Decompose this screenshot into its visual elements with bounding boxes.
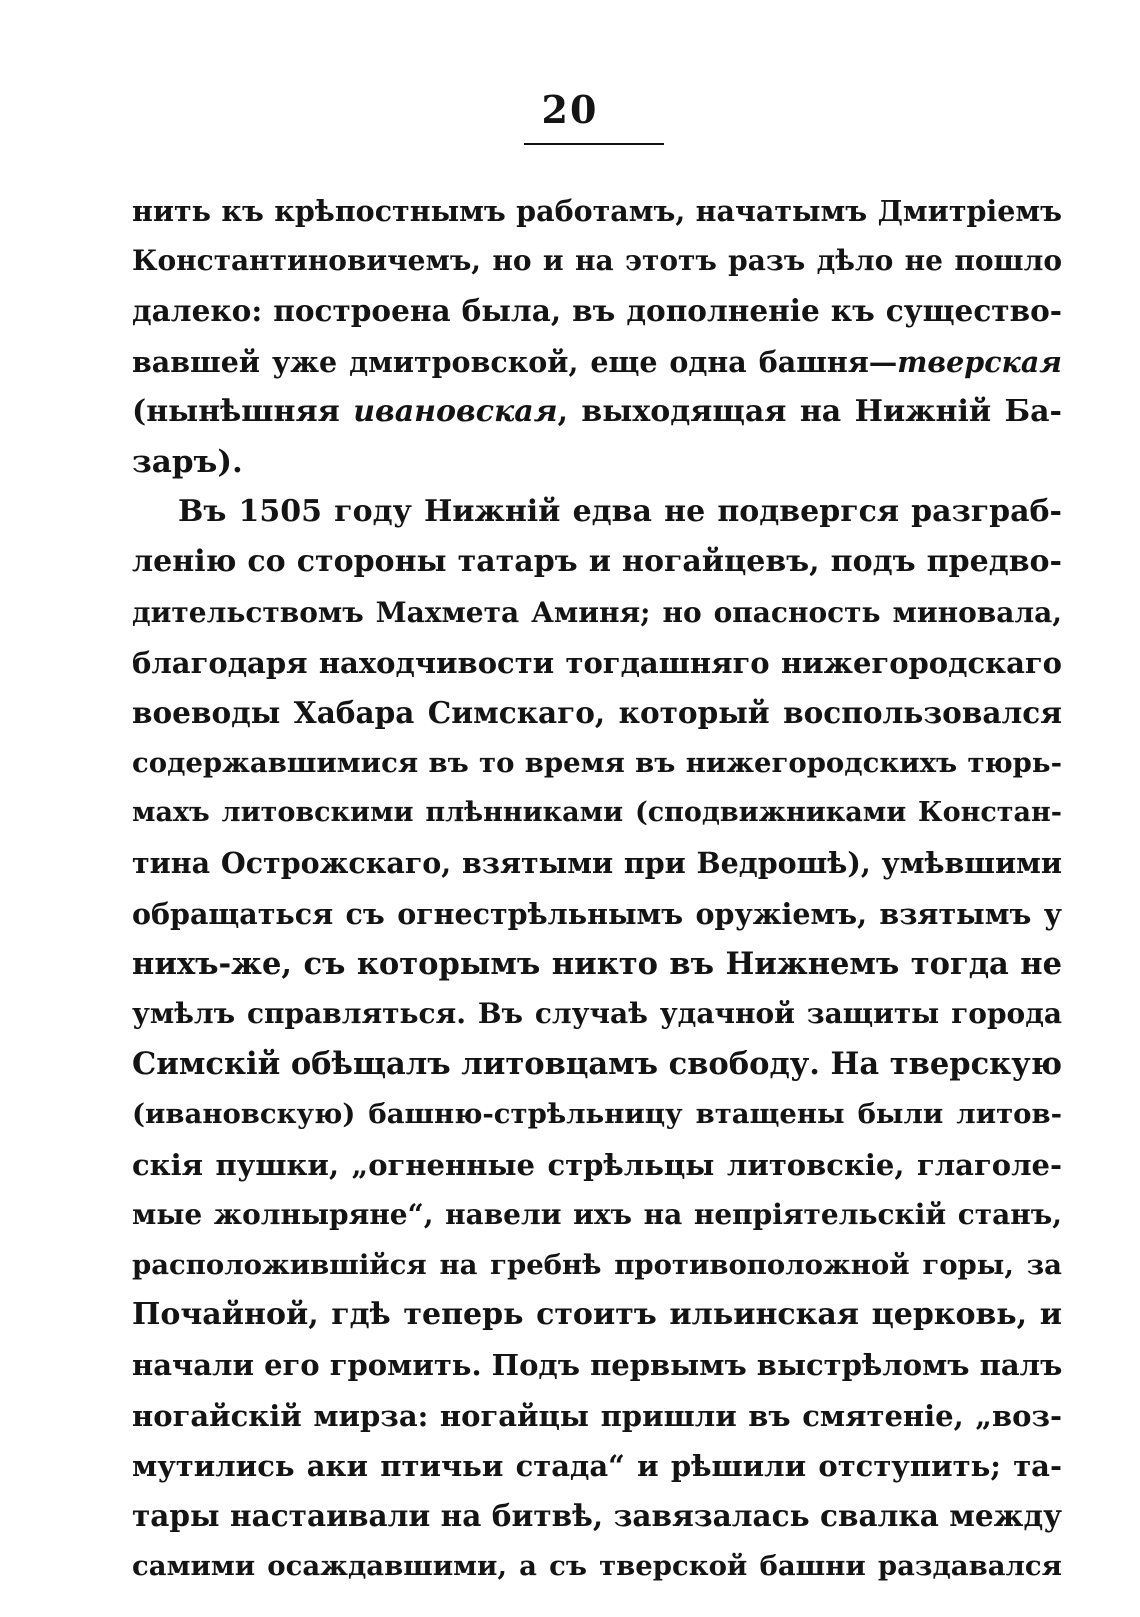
paragraph-2 bbox=[132, 487, 1062, 1591]
text-line: ногайскій мирза: ногайцы пришли въ смятеніе, „воз- bbox=[132, 1398, 1062, 1433]
text-line: Почайной, гдѣ теперь стоитъ ильинская церковь, и bbox=[132, 1297, 1062, 1333]
text-run: , выходящая на Нижній Ба- bbox=[557, 393, 1063, 429]
text-line: начали его громить. Подъ первымъ выстрѣломъ палъ bbox=[132, 1348, 1063, 1383]
text-run: (нынѣшняя bbox=[132, 393, 354, 429]
body-text bbox=[132, 186, 1062, 1591]
text-line: тина Острожскаго, взятыми при Ведрошѣ), умѣвшими bbox=[132, 846, 1062, 881]
text-line: мутились аки птичьи стада“ и рѣшили отступить; та- bbox=[132, 1448, 1062, 1483]
page-number: 20 bbox=[541, 87, 599, 132]
text-line: махъ литовскими плѣнниками (сподвижниками Констан- bbox=[132, 797, 1062, 829]
text-line: далеко: построена была, въ дополненіе къ существо- bbox=[132, 293, 1062, 329]
text-line: расположившійся на гребнѣ противоположной горы, за bbox=[132, 1248, 1062, 1281]
italic-term: ивановская bbox=[353, 393, 558, 429]
text-line bbox=[132, 387, 1062, 437]
text-line: благодаря находчивости тогдашняго нижегородскаго bbox=[132, 645, 1062, 680]
text-line: скія пушки, „огненные стрѣльцы литовскіе, глаголе- bbox=[132, 1147, 1062, 1182]
text-line bbox=[132, 337, 1062, 387]
text-line: обращаться съ огнестрѣльнымъ оружіемъ, взятымъ у bbox=[132, 896, 1062, 931]
text-line: самими осаждавшими, а съ тверской башни раздавался bbox=[132, 1550, 1062, 1583]
text-line: Константиновичемъ, но и на этотъ разъ дѣло не пошло bbox=[132, 244, 1062, 278]
text-line: дительствомъ Махмета Аминя; но опасность миновала, bbox=[132, 595, 1062, 629]
text-line: воеводы Хабара Симскаго, который воспользовался bbox=[132, 694, 1062, 730]
text-line: ленію со стороны татаръ и ногайцевъ, подъ предво- bbox=[132, 544, 1062, 580]
italic-term: тверская bbox=[897, 344, 1062, 379]
text-line: содержавшимися въ то время въ нижегородскихъ тюрь- bbox=[132, 747, 1062, 780]
text-line: нихъ-же, съ которымъ никто въ Нижнемъ тогда не bbox=[132, 945, 1062, 982]
text-line: Симскій обѣщалъ литовцамъ свободу. На тверскую bbox=[132, 1046, 1062, 1083]
text-line: тары настаивали на битвѣ, завязалась свалка между bbox=[132, 1497, 1062, 1533]
text-run: вавшей уже дмитровской, еще одна башня— bbox=[132, 344, 898, 379]
text-line: нить къ крѣпостнымъ работамъ, начатымъ Дмитріемъ bbox=[132, 194, 1062, 228]
text-line: мые жолныряне“, навели ихъ на непріятельскій станъ, bbox=[132, 1197, 1062, 1231]
text-line: умѣлъ справляться. Въ случаѣ удачной защиты города bbox=[132, 997, 1062, 1030]
paragraph-1 bbox=[132, 186, 1062, 487]
text-line: Въ 1505 году Нижній едва не подвергся разграб- bbox=[178, 494, 1062, 530]
text-line: (ивановскую) башню-стрѣльницу втащены были литов- bbox=[132, 1098, 1062, 1131]
text-line: заръ). bbox=[132, 443, 243, 480]
header-rule bbox=[524, 143, 664, 145]
